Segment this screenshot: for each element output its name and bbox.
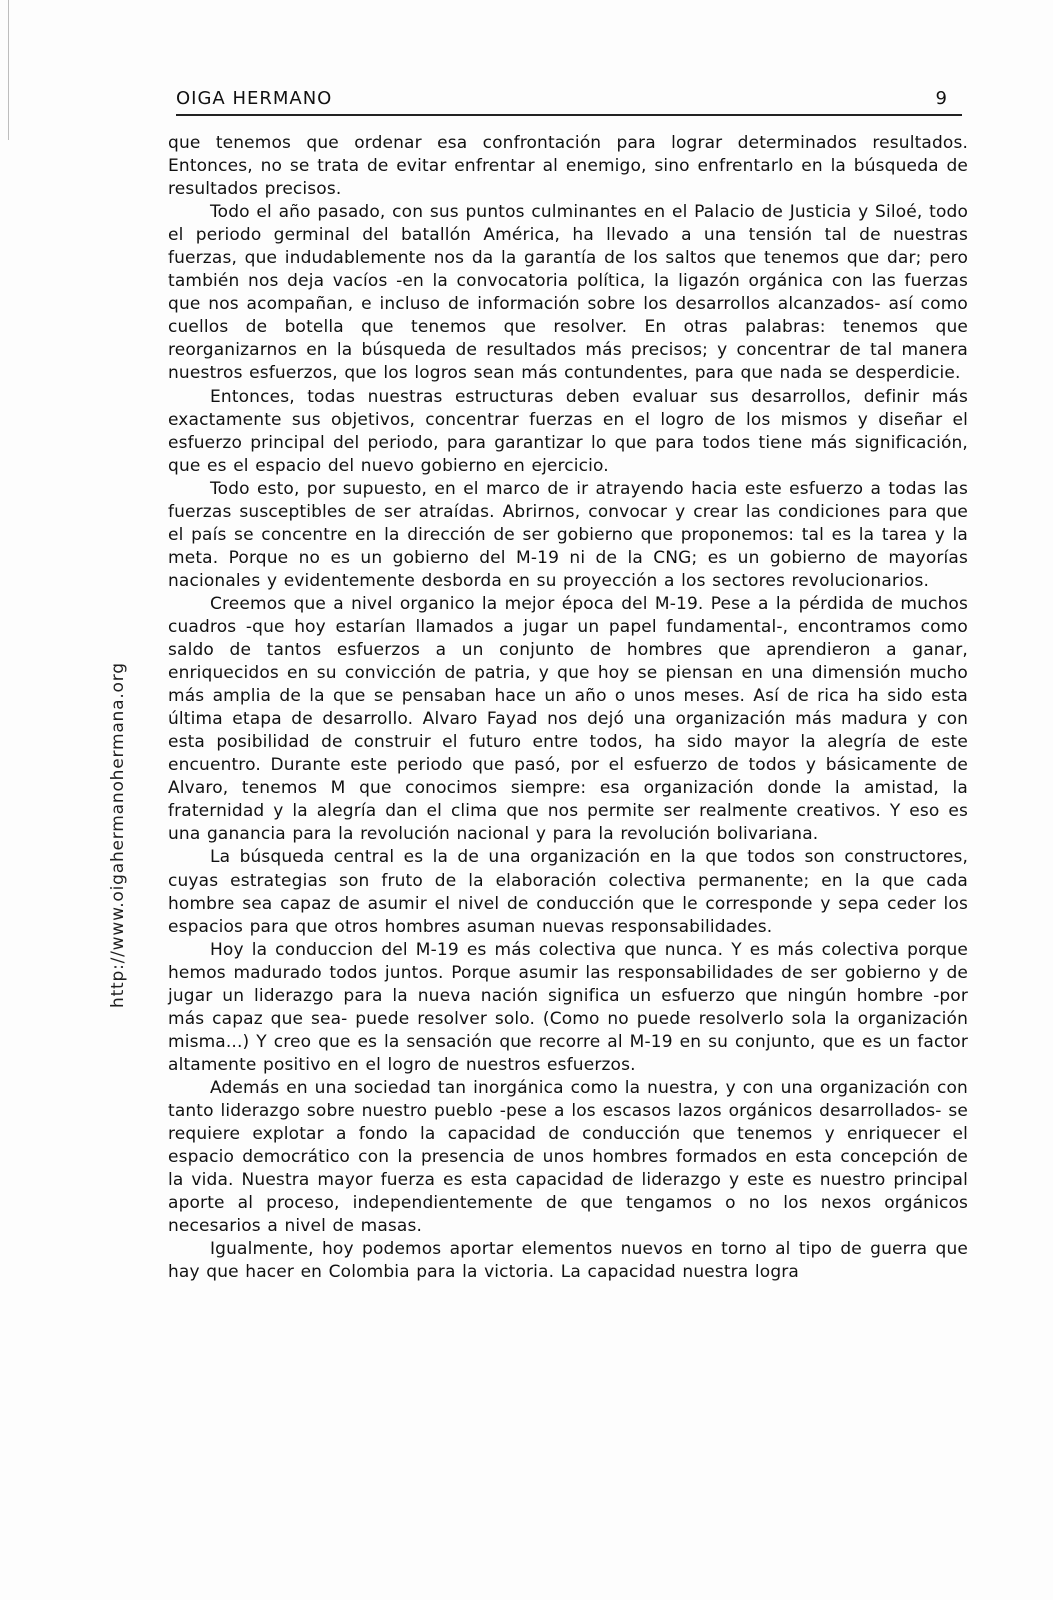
paragraph-5: Creemos que a nivel organico la mejor época del M-19. Pese a la pérdida de muchos cuadros -que hoy estarían llamados a jugar un papel fundamental-, encontramos como saldo de tantos esfuerzos a un conjunto de hombres que aprendieron a ganar, enriquecidos en su convicción de patria, y que hoy se piensan en una dimensión mucho más amplia de la que se pensaban hace un año o unos meses. Así de rica ha sido esta última etapa de desarrollo. Alvaro Fayad nos dejó una organización más madura y con esta posibilidad de construir el futuro entre todos, ha sido mayor la alegría de este encuentro. Durante este periodo que pasó, por el esfuerzo de todos y básicamente de Alvaro, tenemos M que conocimos siempre: esa organización donde la amistad, la fraternidad y la alegría dan el clima que nos permite ser realmente creativos. Y eso es una ganancia para la revolución nacional y para la revolución bolivariana.	[168, 593, 968, 845]
paragraph-9: Igualmente, hoy podemos aportar elementos nuevos en torno al tipo de guerra que hay que hacer en Colombia para la victoria. La capacidad nuestra logra	[168, 1239, 968, 1283]
scan-edge-line	[8, 0, 9, 140]
side-url-watermark: http://www.oigahermanohermana.org	[108, 662, 128, 1008]
article-body	[168, 132, 968, 1284]
paragraph-3: Entonces, todas nuestras estructuras deben evaluar sus desarrollos, definir más exactamente sus objetivos, concentrar fuerzas en el logro de los mismos y diseñar el esfuerzo principal del periodo, para garantizar lo que para todos tiene más significación, que es el espacio del nuevo gobierno en ejercicio.	[168, 386, 968, 476]
publication-title: OIGA HERMANO	[176, 88, 333, 109]
paragraph-1: que tenemos que ordenar esa confrontación para lograr determinados resultados. Entonces, no se trata de evitar enfrentar al enemigo, sino enfrentarlo en la búsqueda de resultados precisos.	[168, 133, 968, 200]
page-number: 9	[935, 88, 948, 109]
paragraph-4: Todo esto, por supuesto, en el marco de ir atrayendo hacia este esfuerzo a todas las fuerzas susceptibles de ser atraídas. Abrirnos, convocar y crear las condiciones para que el país se concentre en la dirección de ser gobierno que proponemos: tal es la tarea y la meta. Porque no es un gobierno del M-19 ni de la CNG; es un gobierno de mayorías nacionales y evidentemente desborda en su proyección a los sectores revolucionarios.	[168, 478, 968, 591]
paragraph-7: Hoy la conduccion del M-19 es más colectiva que nunca. Y es más colectiva porque hemos madurado todos juntos. Porque asumir las responsabilidades de ser gobierno y de jugar un liderazgo para la nueva nación significa un esfuerzo que ningún hombre -por más capaz que sea- puede resolver solo. (Como no puede resolverlo sola la organización misma...) Y creo que es la sensación que recorre al M-19 en su conjunto, que es un factor altamente positivo en el logro de nuestros esfuerzos.	[168, 939, 968, 1075]
running-header	[176, 88, 962, 116]
paragraph-8: Además en una sociedad tan inorgánica como la nuestra, y con una organización con tanto liderazgo sobre nuestro pueblo -pese a los escasos lazos orgánicos desarrollados- se requiere explotar a fondo la capacidad de conducción que tenemos y enriquecer el espacio democrático con la presencia de unos hombres formados en esta concepción de la vida. Nuestra mayor fuerza es esta capacidad de liderazgo y este es nuestro principal aporte al proceso, independientemente de que tengamos o no los nexos orgánicos necesarios a nivel de masas.	[168, 1077, 968, 1237]
paragraph-6: La búsqueda central es la de una organización en la que todos son constructores, cuyas estrategias son fruto de la elaboración colectiva permanente; en la que cada hombre sea capaz de asumir el nivel de conducción que le corresponde y sepa ceder los espacios para que otros hombres asuman nuevas responsabilidades.	[168, 847, 968, 937]
paragraph-2: Todo el año pasado, con sus puntos culminantes en el Palacio de Justicia y Siloé, todo el periodo germinal del batallón América, ha llevado a una tensión tal de nuestras fuerzas, que indudablemente nos da la garantía de los saltos que tenemos que dar; pero también nos deja vacíos -en la convocatoria política, la ligazón orgánica con las fuerzas que nos acompañan, e incluso de información sobre los desarrollos alcanzados- así como cuellos de botella que tenemos que resolver. En otras palabras: tenemos que reorganizarnos en la búsqueda de resultados más precisos; y concentrar de tal manera nuestros esfuerzos, que los logros sean más contundentes, para que nada se desperdicie.	[168, 202, 968, 384]
